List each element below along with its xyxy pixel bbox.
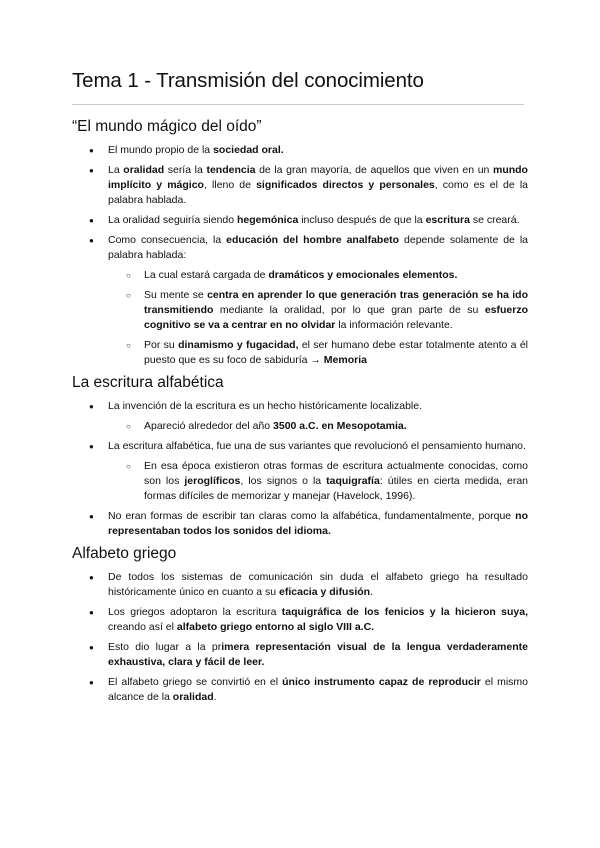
- section-heading: Alfabeto griego: [72, 545, 177, 562]
- bullet-icon: ●: [89, 643, 94, 652]
- list-item: ● No eran formas de escribir tan claras como la alfabética, fundamentalmente, porque no representaban todos los sonidos del idioma.: [89, 510, 528, 537]
- hollow-bullet-icon: ○: [126, 271, 131, 280]
- hollow-bullet-icon: ○: [126, 462, 131, 471]
- bullet-icon: ●: [89, 608, 94, 617]
- title-divider: [72, 104, 524, 105]
- sub-bullet-list: [108, 459, 528, 504]
- bullet-icon: ●: [89, 236, 94, 245]
- sub-bullet-list: [108, 419, 528, 434]
- bullet-icon: ●: [89, 146, 94, 155]
- bullet-list: [72, 570, 528, 705]
- sub-list-item: ○ En esa época existieron otras formas de escritura actualmente conocidas, como son los jeroglíficos, los signos o la taquigrafía: útiles en cierta medida, eran formas difíciles de memorizar y manejar (Havelock, 1996).: [126, 460, 528, 502]
- list-item: ● El mundo propio de la sociedad oral.: [89, 144, 284, 156]
- list-item: ● Como consecuencia, la educación del hombre analfabeto depende solamente de la palabra hablada: ○ La cual estará cargada de dramáticos y emocionales elementos. ○ Su mente se centra en aprender lo que generación tras generación se ha ido transmitiendo mediante la oralidad, por lo que gran parte de su esfuerzo cognitivo se va a centrar en no olvidar la información relevante. ○ Por su dinamismo y fugacidad, el ser humano debe estar totalmente atento a él puesto que es su foco de sabiduría → Memoria: [89, 234, 529, 366]
- bullet-list: [72, 143, 528, 368]
- hollow-bullet-icon: ○: [126, 422, 131, 431]
- list-item: ● La escritura alfabética, fue una de sus variantes que revolucionó el pensamiento humano. ○ En esa época existieron otras formas de escritura actualmente conocidas, como son los jeroglíficos, los signos o la taquigrafía: útiles en cierta medida, eran formas difíciles de memorizar y manejar (Havelock, 1996).: [89, 440, 528, 502]
- sub-list-item: ○ Por su dinamismo y fugacidad, el ser humano debe estar totalmente atento a él puesto que es su foco de sabiduría → Memoria: [126, 339, 529, 366]
- sub-bullet-list: [108, 268, 528, 368]
- hollow-bullet-icon: ○: [126, 291, 131, 300]
- list-item: ● Esto dio lugar a la primera representación visual de la lengua verdaderamente exhaustiva, clara y fácil de leer.: [89, 641, 528, 668]
- bullet-icon: ●: [89, 573, 94, 582]
- bullet-icon: ●: [89, 512, 94, 521]
- sub-list-item: ○ La cual estará cargada de dramáticos y emocionales elementos.: [126, 269, 458, 281]
- hollow-bullet-icon: ○: [126, 341, 131, 350]
- bullet-icon: ●: [89, 216, 94, 225]
- list-item: ● La invención de la escritura es un hecho históricamente localizable. ○ Apareció alrededor del año 3500 a.C. en Mesopotamia.: [72, 399, 528, 434]
- document-page: [72, 68, 528, 710]
- section-heading: “El mundo mágico del oído”: [72, 118, 262, 135]
- list-item: ● La oralidad seguiría siendo hegemónica incluso después de que la escritura se creará.: [89, 214, 520, 226]
- bullet-icon: ●: [89, 166, 94, 175]
- list-item: ● Los griegos adoptaron la escritura taquigráfica de los fenicios y la hicieron suya, creando así el alfabeto griego entorno al siglo VIII a.C.: [89, 606, 528, 633]
- bullet-icon: ●: [89, 402, 94, 411]
- list-item: ● De todos los sistemas de comunicación sin duda el alfabeto griego ha resultado históricamente único en cuanto a su eficacia y difusión.: [89, 571, 528, 598]
- bullet-icon: ●: [89, 442, 94, 451]
- sub-list-item: ○ Apareció alrededor del año 3500 a.C. en Mesopotamia.: [126, 420, 407, 432]
- bullet-icon: ●: [89, 678, 94, 687]
- sub-list-item: ○ Su mente se centra en aprender lo que generación tras generación se ha ido transmitiendo mediante la oralidad, por lo que gran parte de su esfuerzo cognitivo se va a centrar en no olvidar la información relevante.: [126, 289, 528, 331]
- page-title: Tema 1 - Transmisión del conocimiento: [72, 69, 424, 92]
- list-item: ● El alfabeto griego se convirtió en el único instrumento capaz de reproducir el mismo alcance de la oralidad.: [89, 676, 528, 703]
- section-heading: La escritura alfabética: [72, 374, 224, 391]
- list-item: ● La oralidad sería la tendencia de la gran mayoría, de aquellos que viven en un mundo implícito y mágico, lleno de significados directos y personales, como es el de la palabra hablada.: [89, 164, 528, 206]
- bullet-list: [72, 399, 528, 539]
